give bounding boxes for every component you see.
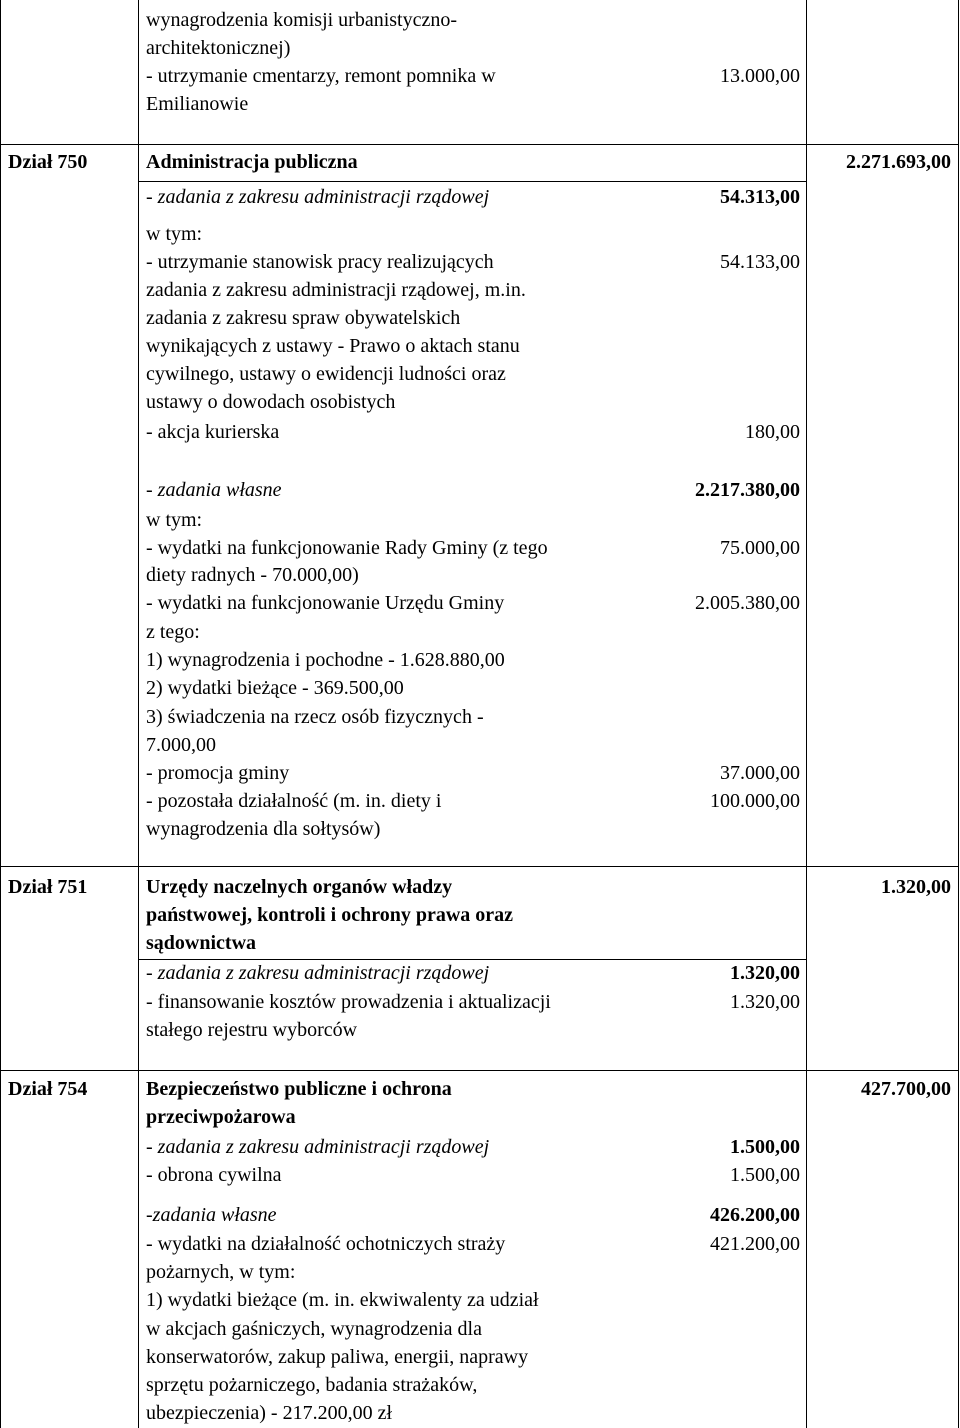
gov-detail-line: w tym: [146, 223, 203, 245]
own-detail-line: ubezpieczenia) - 217.200,00 zł [146, 1402, 393, 1424]
continuation-line: Emilianowie [146, 93, 249, 115]
gov-detail-line: - obrona cywilna [146, 1164, 282, 1186]
gov-tasks-amount: 54.313,00 [720, 186, 800, 208]
own-detail-line: z tego: [146, 621, 200, 643]
own-tasks-amount: 2.217.380,00 [695, 479, 800, 501]
gov-detail-line: stałego rejestru wyborców [146, 1019, 358, 1041]
own-detail-amount: 37.000,00 [720, 762, 800, 784]
gov-detail-line: - utrzymanie stanowisk pracy realizujących [146, 251, 494, 273]
column-divider-amount [806, 0, 807, 1428]
own-detail-line: w tym: [146, 509, 203, 531]
gov-detail-line: wynikających z ustawy - Prawo o aktach stanu [146, 335, 520, 357]
continuation-amount: 13.000,00 [720, 65, 800, 87]
gov-detail-line: - finansowanie kosztów prowadzenia i aktualizacji [146, 991, 551, 1013]
own-tasks-label: -zadania własne [146, 1204, 277, 1226]
section-total-750: 2.271.693,00 [846, 151, 951, 173]
continuation-line: architektonicznej) [146, 37, 291, 59]
own-detail-line: wynagrodzenia dla sołtysów) [146, 818, 381, 840]
section-title-751: państwowej, kontroli i ochrony prawa oraz [146, 904, 514, 926]
own-detail-line: diety radnych - 70.000,00) [146, 564, 359, 586]
gov-tasks-label: - zadania z zakresu administracji rządowej [146, 1136, 490, 1158]
gov-tasks-label: - zadania z zakresu administracji rządowej [146, 962, 490, 984]
table-border-left [0, 0, 1, 1428]
own-detail-line: w akcjach gaśniczych, wynagrodzenia dla [146, 1318, 482, 1340]
section-label-754: Dział 754 [8, 1078, 88, 1100]
row-divider-751 [0, 866, 959, 867]
gov-detail-amount: 54.133,00 [720, 251, 800, 273]
own-detail-line: - wydatki na funkcjonowanie Rady Gminy (z tego [146, 537, 548, 559]
section-total-754: 427.700,00 [861, 1078, 951, 1100]
row-divider-750-gov [138, 181, 807, 182]
gov-detail-line: zadania z zakresu spraw obywatelskich [146, 307, 461, 329]
gov-detail-amount: 1.500,00 [730, 1164, 800, 1186]
gov-detail-line: - akcja kurierska [146, 421, 280, 443]
column-divider-label [138, 0, 139, 1428]
own-detail-line: 7.000,00 [146, 734, 216, 756]
own-detail-line: sprzętu pożarniczego, badania strażaków, [146, 1374, 478, 1396]
row-divider-750 [0, 144, 959, 145]
continuation-line: - utrzymanie cmentarzy, remont pomnika w [146, 65, 496, 87]
own-detail-line: 1) wynagrodzenia i pochodne - 1.628.880,00 [146, 649, 505, 671]
own-detail-line: - pozostała działalność (m. in. diety i [146, 790, 442, 812]
section-label-750: Dział 750 [8, 151, 88, 173]
own-detail-line: 1) wydatki bieżące (m. in. ekwiwalenty za udział [146, 1289, 539, 1311]
table-border-right [958, 0, 959, 1428]
gov-detail-line: zadania z zakresu administracji rządowej, m.in. [146, 279, 526, 301]
own-detail-line: pożarnych, w tym: [146, 1261, 296, 1283]
gov-detail-line: cywilnego, ustawy o ewidencji ludności oraz [146, 363, 506, 385]
row-divider-754 [0, 1070, 959, 1071]
section-title-751: Urzędy naczelnych organów władzy [146, 876, 453, 898]
own-detail-amount: 75.000,00 [720, 537, 800, 559]
gov-detail-amount: 1.320,00 [730, 991, 800, 1013]
section-title-754: Bezpieczeństwo publiczne i ochrona [146, 1078, 452, 1100]
section-title-751: sądownictwa [146, 932, 257, 954]
gov-tasks-amount: 1.500,00 [730, 1136, 800, 1158]
section-total-751: 1.320,00 [881, 876, 951, 898]
own-detail-line: konserwatorów, zakup paliwa, energii, naprawy [146, 1346, 529, 1368]
gov-tasks-label: - zadania z zakresu administracji rządowej [146, 186, 490, 208]
own-detail-amount: 421.200,00 [710, 1233, 800, 1255]
own-detail-line: 2) wydatki bieżące - 369.500,00 [146, 677, 404, 699]
gov-detail-line: ustawy o dowodach osobistych [146, 391, 396, 413]
section-label-751: Dział 751 [8, 876, 88, 898]
own-detail-line: - wydatki na funkcjonowanie Urzędu Gminy [146, 592, 505, 614]
section-title-754: przeciwpożarowa [146, 1106, 296, 1128]
own-detail-amount: 100.000,00 [710, 790, 800, 812]
own-tasks-label: - zadania własne [146, 479, 282, 501]
continuation-line: wynagrodzenia komisji urbanistyczno- [146, 9, 458, 31]
own-tasks-amount: 426.200,00 [710, 1204, 800, 1226]
own-detail-line: - wydatki na działalność ochotniczych straży [146, 1233, 506, 1255]
own-detail-line: 3) świadczenia na rzecz osób fizycznych - [146, 706, 484, 728]
own-detail-amount: 2.005.380,00 [695, 592, 800, 614]
gov-tasks-amount: 1.320,00 [730, 962, 800, 984]
own-detail-line: - promocja gminy [146, 762, 290, 784]
gov-detail-amount: 180,00 [745, 421, 800, 443]
section-title-750: Administracja publiczna [146, 151, 358, 173]
